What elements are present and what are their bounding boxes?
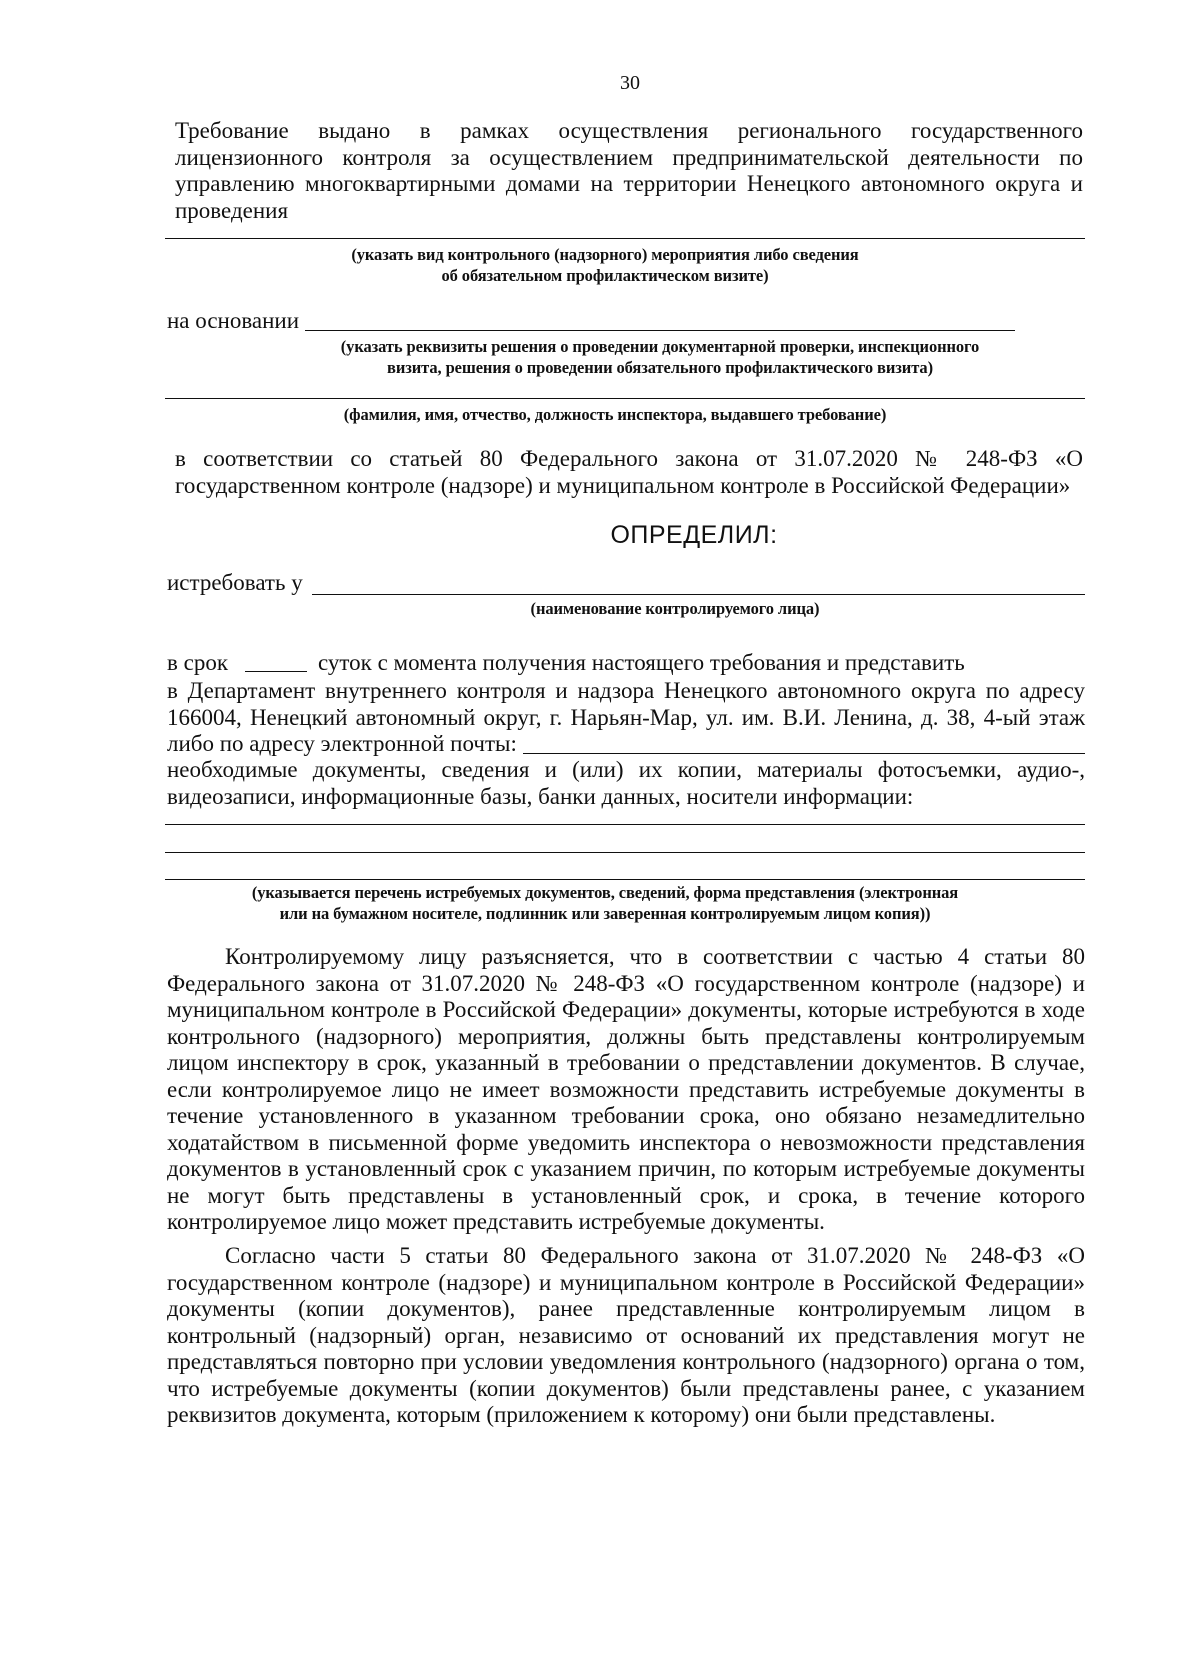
caption-inspector: (фамилия, имя, отчество, должность инспектора, выдавшего требование) [343,405,887,424]
person-blank-line [312,594,1085,595]
explanation-paragraph: Контролируемому лицу разъясняется, что в соответствии с частью 4 статьи 80 Федерального закона от 31.07.2020 № 248-ФЗ «О государственном контроле (надзоре) и муниципальном контроле в Российской Федерации» документы, которые истребуются в ходе контрольного (надзорного) мероприятия, должны быть представлены контролируемым лицом инспектору в срок, указанный в требовании о представлении документов. В случае, если контролируемое лицо не имеет возможности представить истребуемые документы в течение установленного в указанном требовании срока, оно обязано незамедлительно ходатайством в письменной форме уведомить инспектора о невозможности представления документов в установленный срок с указанием причин, по которым истребуемые документы не могут быть представлены в установленный срок, и срока, в течение которого контролируемое лицо может представить истребуемые документы. [167,944,1085,1234]
term-days-blank [245,671,307,672]
basis-blank-line [305,330,1015,331]
email-blank-line [523,753,1085,754]
demand-label: истребовать у [167,570,303,595]
term-label: в срок [167,650,228,675]
basis-label: на основании [167,308,300,333]
address-line-1: в Департамент внутреннего контроля и надзора Ненецкого автономного округа по адресу [167,678,1085,703]
caption-basis [190,336,1130,378]
email-label: либо по адресу электронной почты: [167,731,517,756]
determined-heading: ОПРЕДЕЛИЛ: [610,521,778,549]
caption-basis-line-1: (указать реквизиты решения о проведении документарной проверки, инспекционного [340,337,980,356]
caption-basis-line-2: визита, решения о проведении обязательного профилактического визита) [387,358,933,377]
inspector-blank-line [165,398,1085,399]
documents-blank-line-1 [165,824,1085,825]
documents-blank-line-3 [165,879,1085,880]
caption-person: (наименование контролируемого лица) [530,599,820,618]
caption-event-line-1: (указать вид контрольного (надзорного) мероприятия либо сведения [351,245,859,264]
event-blank-line [165,238,1085,239]
page-number: 30 [620,72,640,94]
caption-list [210,882,1000,924]
part5-paragraph: Согласно части 5 статьи 80 Федерального закона от 31.07.2020 № 248-ФЗ «О государственном контроле (надзоре) и муниципальном контроле в Российской Федерации» документы (копии документов), ранее представленные контролируемым лицом в контрольный (надзорный) орган, независимо от оснований их представления могут не представляться повторно при условии уведомления контрольного (надзорного) органа о том, что истребуемые документы (копии документов) были представлены ранее, с указанием реквизитов документа, которым (приложением к которому) они были представлены. [167,1243,1085,1427]
term-text: суток с момента получения настоящего требования и представить [318,650,965,675]
caption-list-line-2: или на бумажном носителе, подлинник или заверенная контролируемым лицом копия)) [279,904,931,923]
law-reference-paragraph: в соответствии со статьей 80 Федерального закона от 31.07.2020 № 248-ФЗ «О государственном контроле (надзоре) и муниципальном контроле в Российской Федерации» [175,446,1083,498]
documents-blank-line-2 [165,852,1085,853]
intro-paragraph: Требование выдано в рамках осуществления регионального государственного лицензионного контроля за осуществлением предпринимательской деятельности по управлению многоквартирными домами на территории Ненецкого автономного округа и проведения [175,118,1083,223]
documents-paragraph: необходимые документы, сведения и (или) их копии, материалы фотосъемки, аудио-, видеозаписи, информационные базы, банки данных, носители информации: [167,757,1085,809]
caption-event-line-2: об обязательном профилактическом визите) [441,266,769,285]
caption-event [175,244,1035,286]
caption-list-line-1: (указывается перечень истребуемых документов, сведений, форма представления (электронная [251,883,959,902]
address-line-2: 166004, Ненецкий автономный округ, г. Нарьян-Мар, ул. им. В.И. Ленина, д. 38, 4-ый этаж [167,705,1085,730]
